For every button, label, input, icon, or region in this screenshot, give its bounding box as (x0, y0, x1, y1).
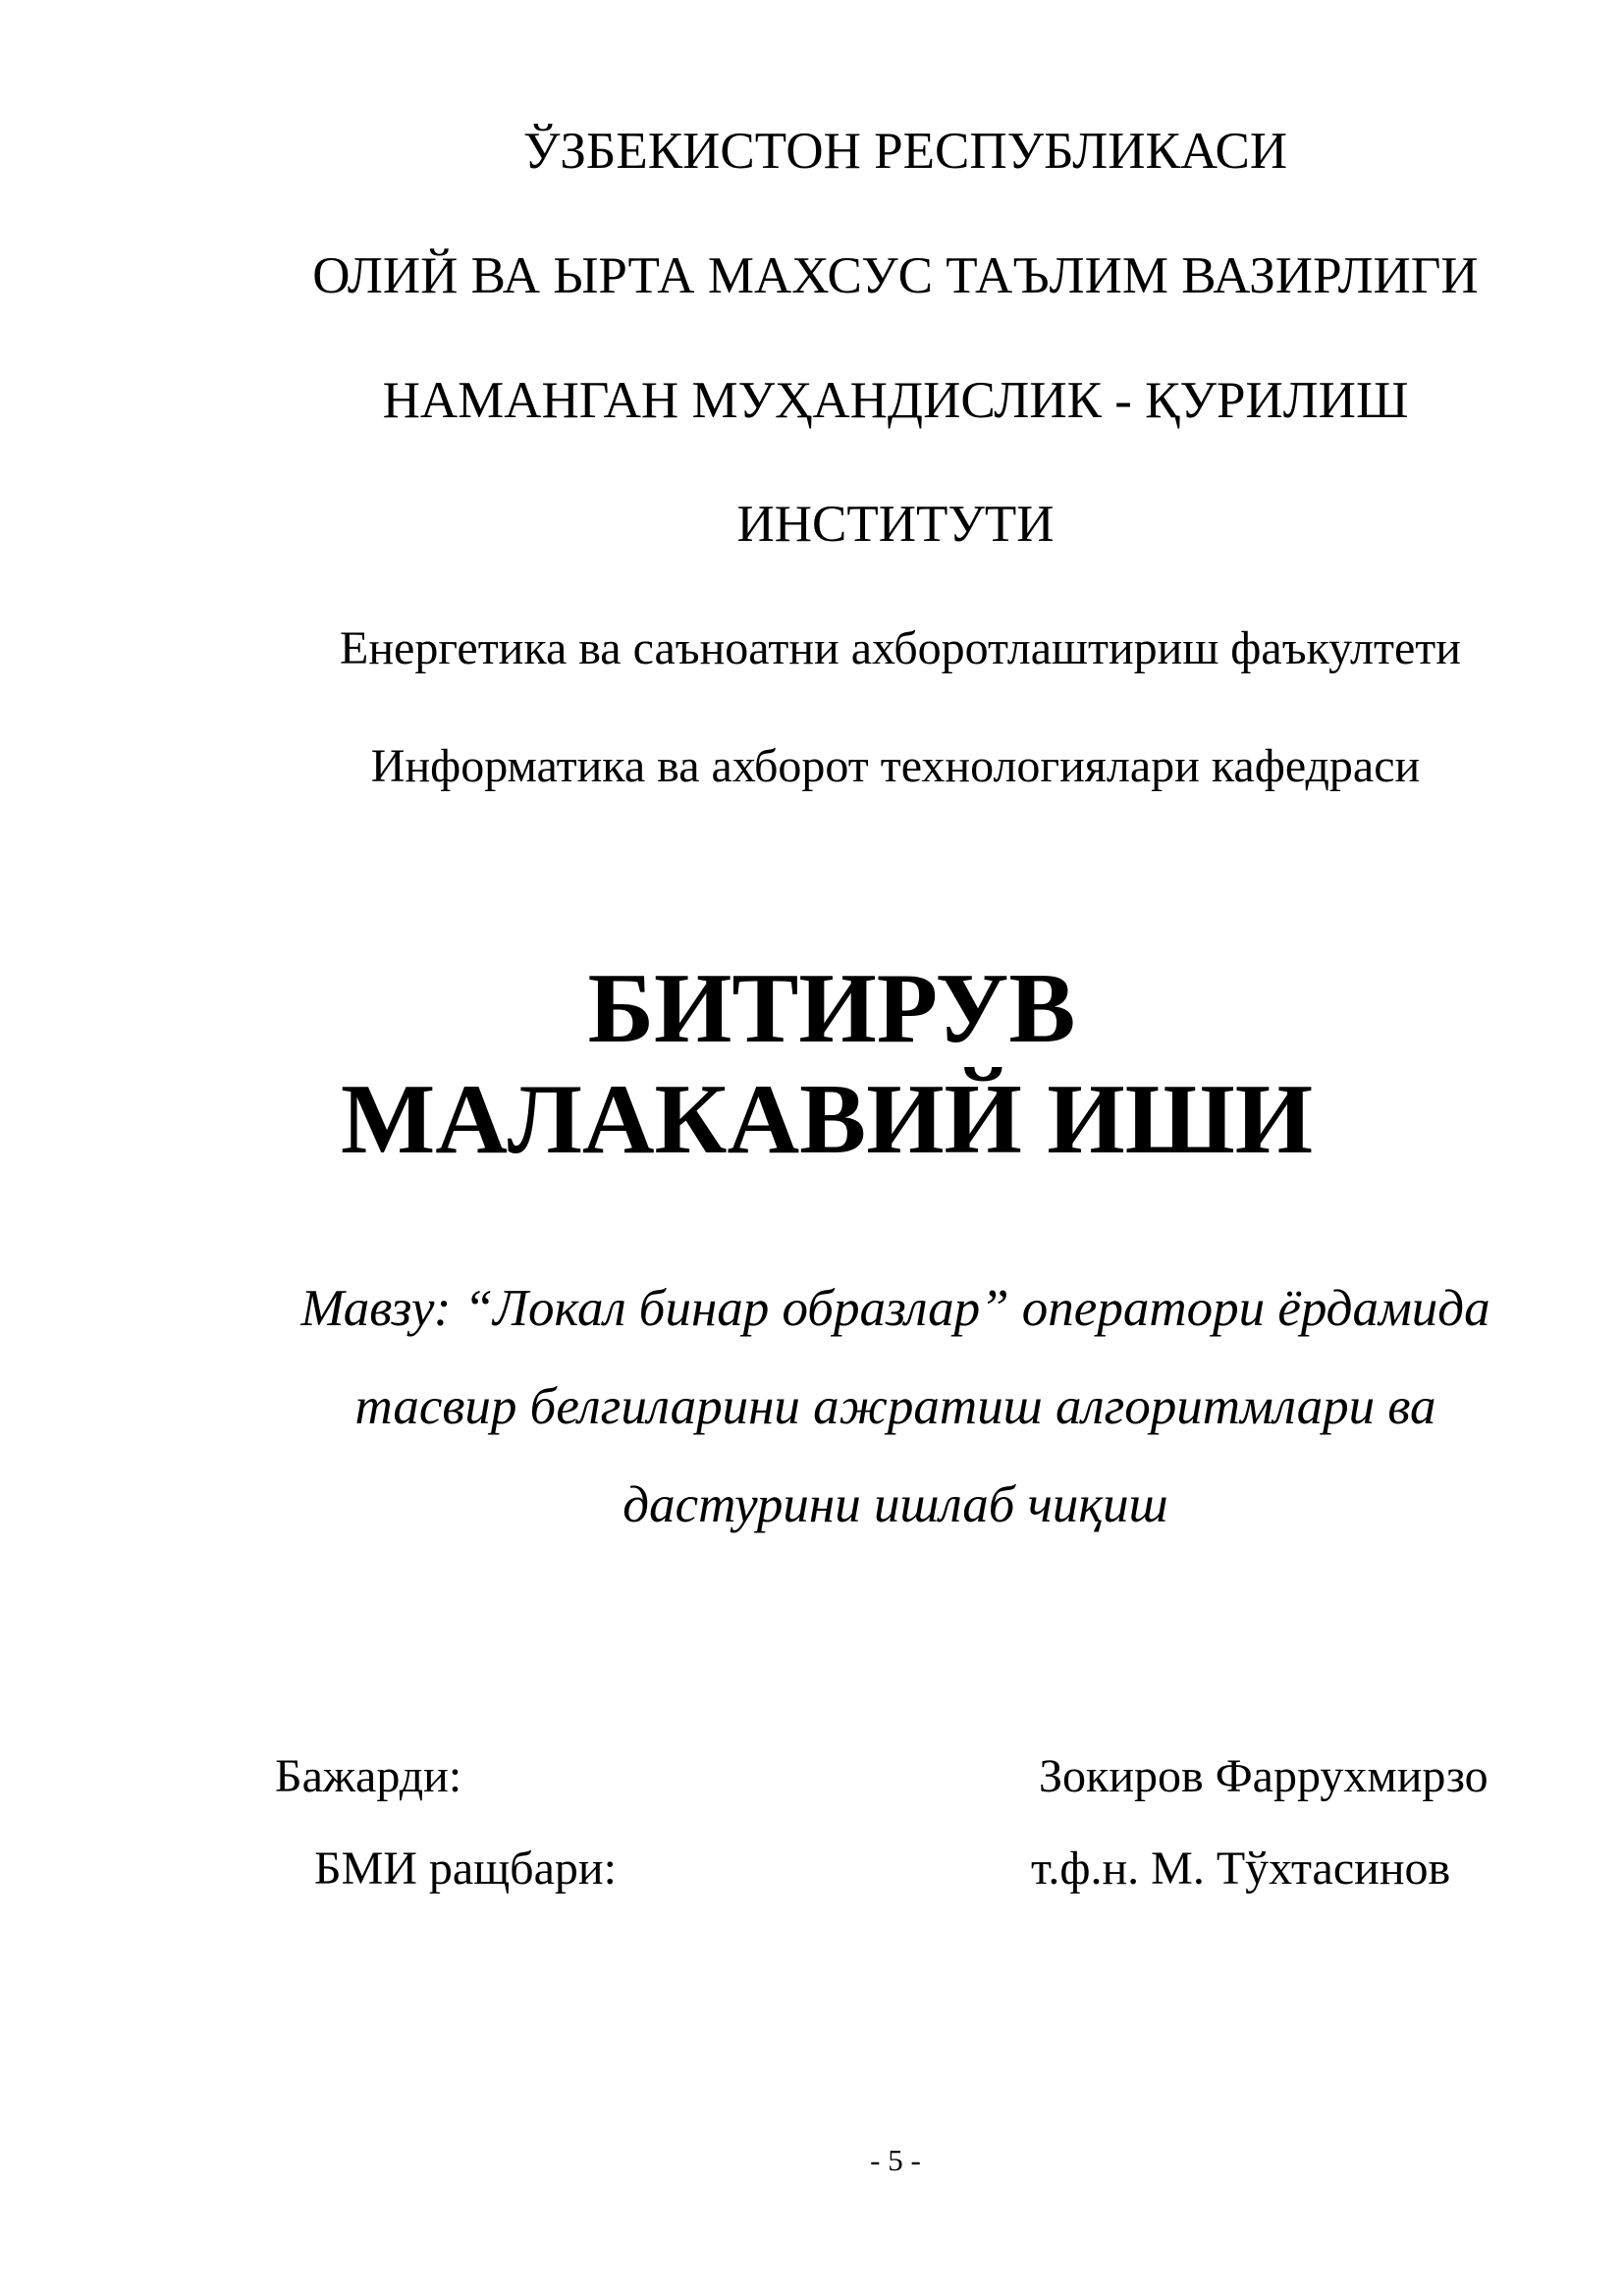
document-title-line1: БИТИРУВ (587, 953, 1076, 1064)
supervisor-label: БМИ ращбари: (314, 1842, 617, 1895)
topic-line2: тасвир белгиларини ажратиш алгоритмлари ва (354, 1378, 1436, 1435)
topic-line3: дастурини ишлаб чиқиш (623, 1476, 1168, 1533)
performed-by-label: Бажарди: (275, 1750, 462, 1802)
institute-suffix-line: ИНСТИТУТИ (736, 496, 1055, 553)
faculty-line: Енергетика ва саъноатни ахборотлаштириш фаъкултети (340, 622, 1461, 674)
performed-by-name: Зокиров Фаррухмирзо (1039, 1750, 1489, 1802)
document-title-line2: МАЛАКАВИЙ ИШИ (340, 1064, 1314, 1175)
topic-line1: Мавзу: “Локал бинар образлар” оператори ёрдамида (300, 1280, 1490, 1337)
ministry-country-line: ЎЗБЕКИСТОН РЕСПУБЛИКАСИ (522, 123, 1288, 180)
institute-name-line: НАМАНГАН МУҲАНДИСЛИК - ҚУРИЛИШ (382, 372, 1409, 429)
ministry-name-line: ОЛИЙ ВА ЫРТА МАХСУС ТАЪЛИМ ВАЗИРЛИГИ (312, 247, 1479, 304)
page-number: - 5 - (870, 2143, 921, 2177)
department-line: Информатика ва ахборот технологиялари кафедраси (370, 740, 1421, 792)
supervisor-name: т.ф.н. М. Тўхтасинов (1031, 1842, 1451, 1895)
